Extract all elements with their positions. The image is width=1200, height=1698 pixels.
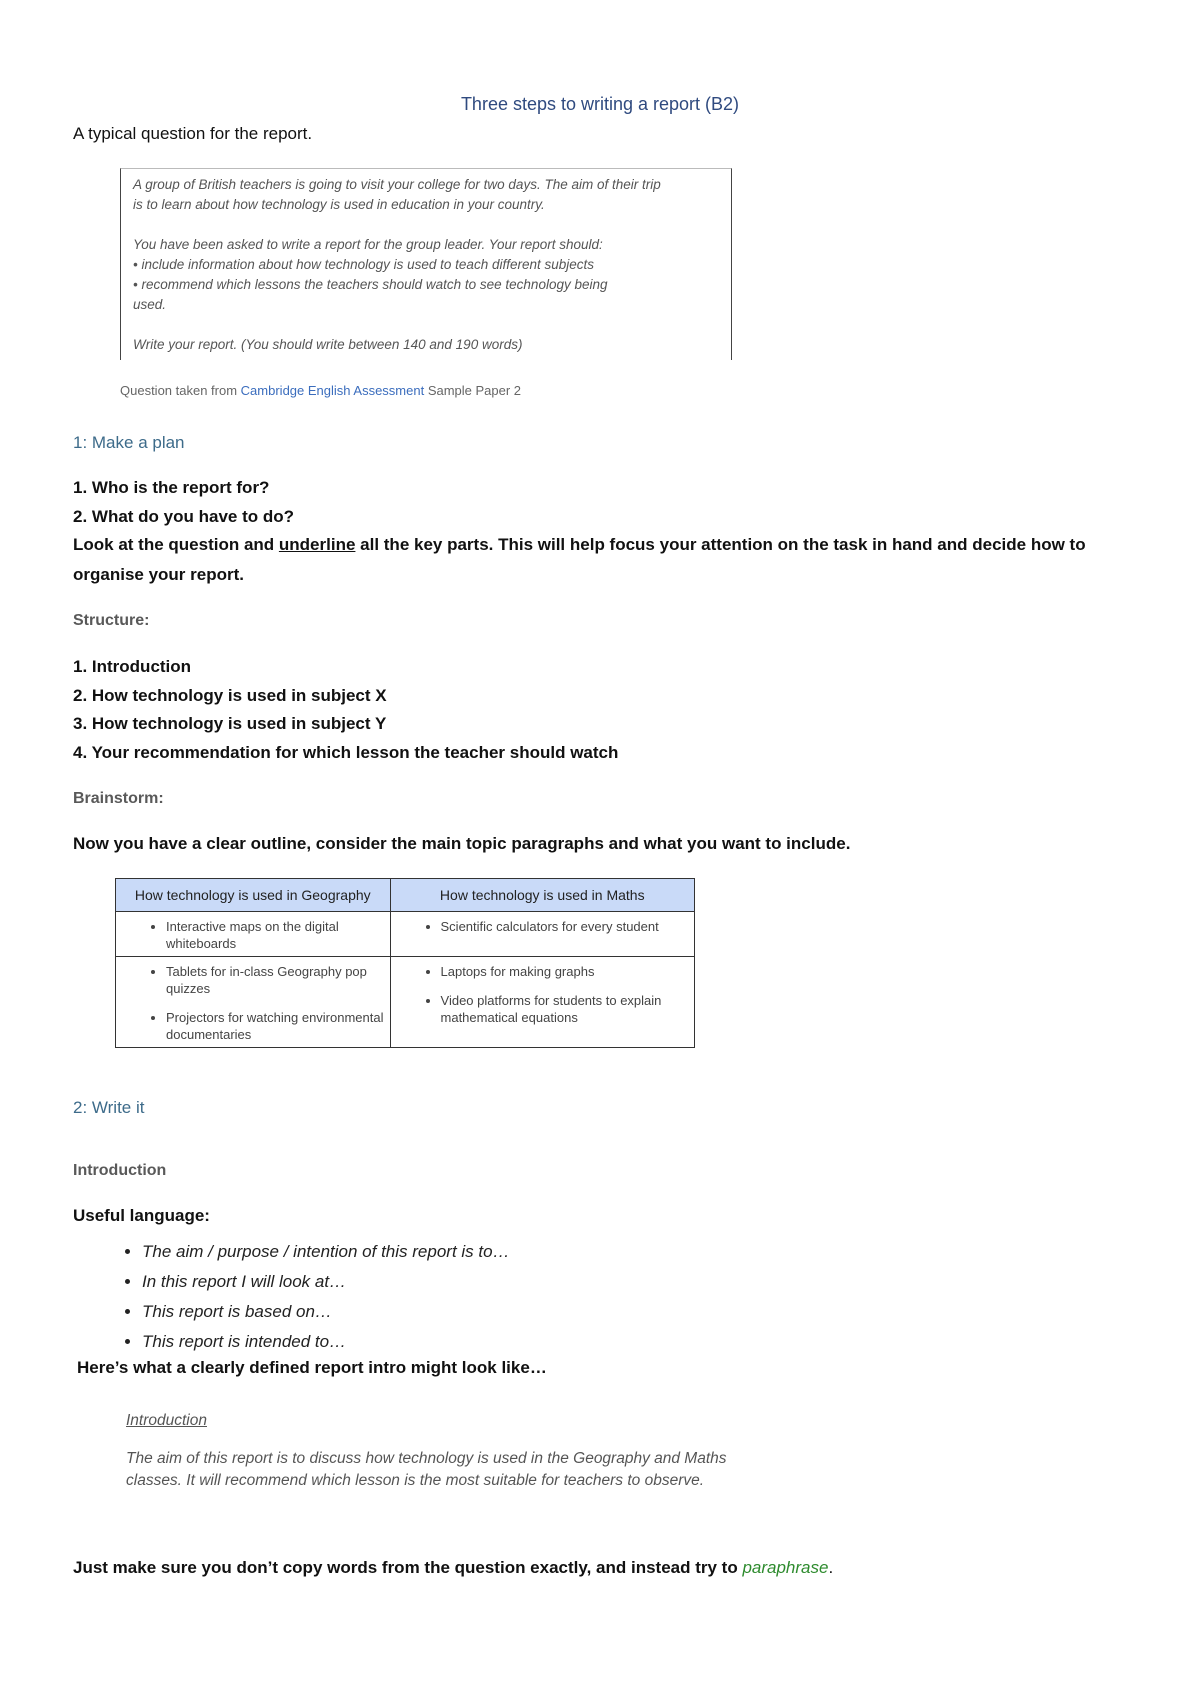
question-line: A group of British teachers is going to visit your college for two days. The aim of their trip bbox=[133, 177, 661, 192]
list-item: • In this report I will look at… bbox=[142, 1267, 510, 1297]
question-line: Write your report. (You should write between 140 and 190 words) bbox=[133, 337, 523, 352]
table-cell bbox=[116, 912, 391, 957]
document-title: Three steps to writing a report (B2) bbox=[460, 94, 740, 114]
step2-heading: 2: Write it bbox=[73, 1098, 145, 1117]
table-cell bbox=[116, 957, 391, 1048]
example-intro bbox=[126, 1412, 786, 1492]
table-header-maths: How technology is used in Maths bbox=[390, 879, 694, 912]
look-prefix: Look at the question and bbox=[73, 535, 279, 554]
final-suffix: . bbox=[828, 1558, 834, 1577]
list-item: • Video platforms for students to explain mathematical equations bbox=[441, 992, 688, 1026]
step1-heading: 1: Make a plan bbox=[73, 433, 185, 452]
table-row bbox=[116, 912, 695, 957]
question-line: • include information about how technology is used to teach different subjects bbox=[133, 257, 595, 272]
structure-item: 3. How technology is used in subject Y bbox=[73, 714, 387, 733]
table-row bbox=[116, 957, 695, 1048]
list-item: • Tablets for in-class Geography pop quizzes bbox=[166, 963, 384, 997]
brainstorm-text: Now you have a clear outline, consider the main topic paragraphs and what you want to include. bbox=[73, 834, 851, 853]
table-header-geography: How technology is used in Geography bbox=[116, 879, 391, 912]
caption-suffix: Sample Paper 2 bbox=[424, 383, 522, 398]
list-item: • The aim / purpose / intention of this report is to… bbox=[142, 1237, 510, 1267]
useful-language-heading: Useful language: bbox=[73, 1206, 210, 1225]
brainstorm-heading: Brainstorm: bbox=[73, 790, 164, 807]
table-header-row bbox=[116, 879, 695, 912]
useful-language-list bbox=[90, 1237, 510, 1357]
look-suffix: all the key parts. This will help focus your attention on the task in hand and decide how to organise your report. bbox=[73, 535, 1086, 584]
cambridge-link[interactable]: Cambridge English Assessment bbox=[240, 383, 425, 398]
question-line: You have been asked to write a report for the group leader. Your report should: bbox=[133, 237, 603, 252]
question-line: used. bbox=[133, 297, 167, 312]
paraphrase-word: paraphrase bbox=[742, 1558, 829, 1577]
structure-item: 2. How technology is used in subject X bbox=[73, 686, 387, 705]
table-cell bbox=[390, 957, 694, 1048]
list-item: • This report is intended to… bbox=[142, 1327, 510, 1357]
list-item: • Laptops for making graphs bbox=[441, 963, 688, 980]
list-item: • This report is based on… bbox=[142, 1297, 510, 1327]
question-caption bbox=[120, 383, 521, 398]
question-line: • recommend which lessons the teachers should watch to see technology being bbox=[133, 277, 608, 292]
question-box bbox=[120, 168, 732, 360]
example-lead: Here’s what a clearly defined report intro might look like… bbox=[77, 1358, 547, 1377]
look-instruction bbox=[73, 530, 1143, 590]
intro-line: A typical question for the report. bbox=[73, 124, 313, 143]
final-prefix: Just make sure you don’t copy words from the question exactly, and instead try to bbox=[73, 1558, 743, 1577]
structure-heading: Structure: bbox=[73, 612, 150, 629]
question-line: is to learn about how technology is used in education in your country. bbox=[133, 197, 545, 212]
example-intro-title: Introduction bbox=[126, 1412, 207, 1429]
plan-question-1: 1. Who is the report for? bbox=[73, 478, 270, 497]
plan-question-2: 2. What do you have to do? bbox=[73, 507, 294, 526]
table-cell bbox=[390, 912, 694, 957]
final-note bbox=[73, 1558, 833, 1578]
brainstorm-table bbox=[115, 878, 695, 1048]
underline-word: underline bbox=[278, 535, 356, 554]
structure-item: 1. Introduction bbox=[73, 657, 192, 676]
introduction-heading: Introduction bbox=[73, 1162, 167, 1179]
list-item: • Projectors for watching environmental documentaries bbox=[166, 1009, 384, 1043]
list-item: • Interactive maps on the digital whiteboards bbox=[166, 918, 384, 952]
example-intro-body: The aim of this report is to discuss how technology is used in the Geography and Maths classes. It will recommend which lesson is the most suitable for teachers to observe. bbox=[126, 1450, 727, 1489]
structure-item: 4. Your recommendation for which lesson the teacher should watch bbox=[73, 743, 619, 762]
caption-prefix: Question taken from bbox=[120, 383, 241, 398]
list-item: • Scientific calculators for every student bbox=[441, 918, 688, 935]
